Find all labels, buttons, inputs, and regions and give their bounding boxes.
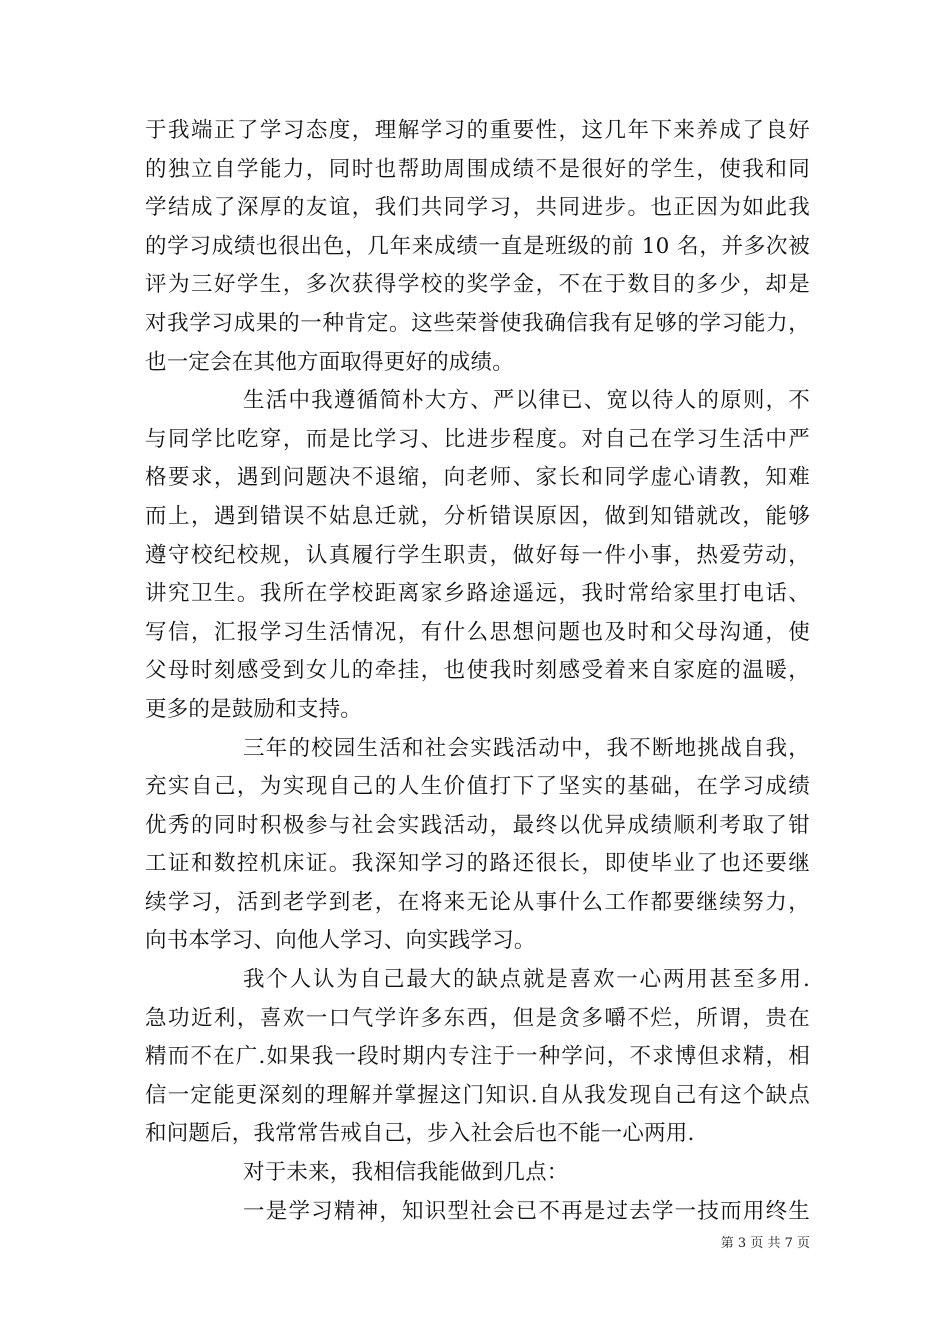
text-line: 学结成了深厚的友谊，我们共同学习，共同进步。也正因为如此我 bbox=[145, 195, 810, 221]
paragraph-start-line: 一是学习精神，知识型社会已不再是过去学一技而用终生 bbox=[243, 1198, 810, 1224]
text-line: 精而不在广.如果我一段时期内专注于一种学问，不求博但求精，相 bbox=[145, 1044, 810, 1070]
text-line: 与同学比吃穿，而是比学习、比进步程度。对自己在学习生活中严 bbox=[145, 426, 810, 452]
text-line: 父母时刻感受到女儿的牵挂，也使我时刻感受着来自家庭的温暖， bbox=[145, 658, 810, 684]
page-number-footer: 第 3 页 共 7 页 bbox=[720, 1236, 810, 1251]
text-line: 续学习，活到老学到老，在将来无论从事什么工作都要继续努力， bbox=[145, 889, 810, 915]
paragraph-start-line: 生活中我遵循简朴大方、严以律已、宽以待人的原则，不 bbox=[243, 388, 810, 414]
text-line: 的学习成绩也很出色，几年来成绩一直是班级的前 10 名，并多次被 bbox=[145, 233, 810, 259]
text-line: 工证和数控机床证。我深知学习的路还很长，即使毕业了也还要继 bbox=[145, 851, 810, 877]
paragraph-start-line: 对于未来，我相信我能做到几点： bbox=[243, 1160, 569, 1186]
text-line: 信一定能更深刻的理解并掌握这门知识.自从我发现自己有这个缺点 bbox=[145, 1082, 810, 1108]
text-line: 于我端正了学习态度，理解学习的重要性，这几年下来养成了良好 bbox=[145, 118, 810, 143]
body-text bbox=[145, 112, 810, 1231]
text-line: 遵守校纪校规，认真履行学生职责，做好每一件小事，热爱劳动， bbox=[145, 542, 810, 568]
text-line: 对我学习成果的一种肯定。这些荣誉使我确信我有足够的学习能力， bbox=[145, 310, 810, 336]
text-line: 更多的是鼓励和支持。 bbox=[145, 696, 363, 722]
text-line: 写信，汇报学习生活情况，有什么思想问题也及时和父母沟通，使 bbox=[145, 619, 810, 645]
text-line: 急功近利，喜欢一口气学许多东西，但是贪多嚼不烂，所谓，贵在 bbox=[145, 1005, 810, 1031]
text-line: 格要求，遇到问题决不退缩，向老师、家长和同学虚心请教，知难 bbox=[145, 465, 810, 491]
text-line: 也一定会在其他方面取得更好的成绩。 bbox=[145, 349, 514, 375]
paragraph-start-line: 我个人认为自己最大的缺点就是喜欢一心两用甚至多用. bbox=[243, 967, 810, 993]
text-line: 的独立自学能力，同时也帮助周围成绩不是很好的学生，使我和同 bbox=[145, 156, 810, 182]
text-line: 优秀的同时积极参与社会实践活动，最终以优异成绩顺利考取了钳 bbox=[145, 812, 810, 838]
text-line: 向书本学习、向他人学习、向实践学习。 bbox=[145, 928, 536, 954]
paragraph-start-line: 三年的校园生活和社会实践活动中，我不断地挑战自我， bbox=[243, 735, 810, 761]
text-line: 和问题后，我常常告戒自己，步入社会后也不能一心两用. bbox=[145, 1121, 695, 1147]
text-line: 充实自己，为实现自己的人生价值打下了坚实的基础，在学习成绩 bbox=[145, 774, 810, 800]
text-line: 而上，遇到错误不姑息迁就，分析错误原因，做到知错就改，能够 bbox=[145, 503, 810, 529]
text-line: 讲究卫生。我所在学校距离家乡路途遥远，我时常给家里打电话、 bbox=[145, 581, 810, 607]
text-line: 评为三好学生，多次获得学校的奖学金，不在于数目的多少，却是 bbox=[145, 272, 810, 298]
